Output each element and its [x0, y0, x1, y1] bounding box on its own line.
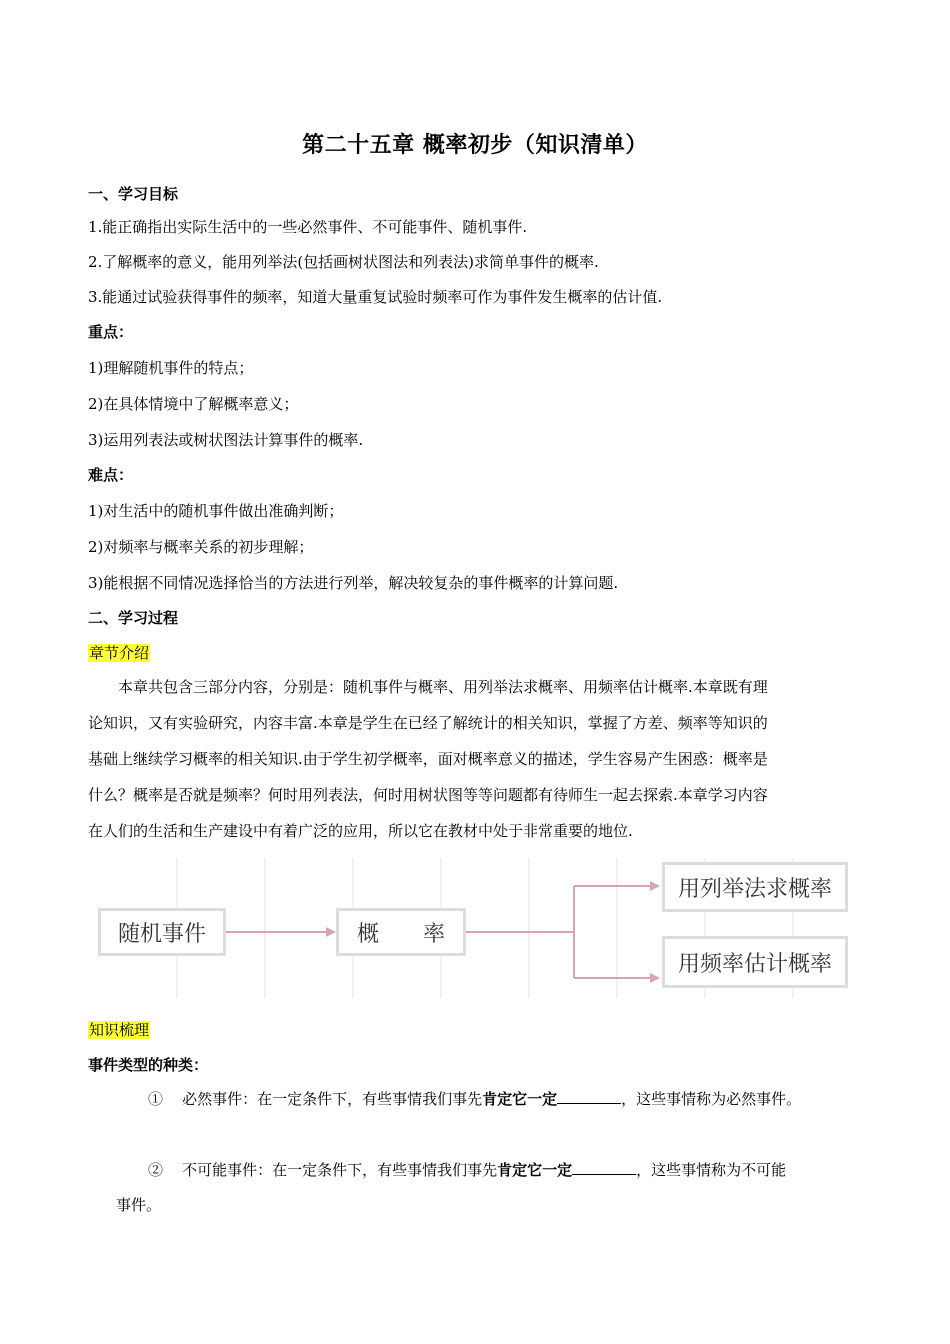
section1-heading: 一、学习目标: [88, 185, 179, 203]
intro-line-4: 什么？概率是否就是频率？何时用列表法，何时用树状图等等问题都有待师生一起去探索.本章学习内容: [88, 786, 768, 804]
event-type-certain: [148, 1089, 801, 1109]
knowledge-label: 知识梳理: [89, 1021, 150, 1039]
key-heading: 重点：: [88, 323, 134, 341]
arrow-3-head: [650, 881, 660, 891]
intro-paragraph: [88, 669, 858, 849]
difficult-point-2: 2)对频率与概率关系的初步理解；: [88, 538, 314, 556]
item2-blank[interactable]: [572, 1160, 636, 1175]
intro-line-1: 本章共包含三部分内容，分别是：随机事件与概率、用列举法求概率、用频率估计概率.本章既有理: [88, 678, 768, 696]
types-heading: 事件类型的种类：: [88, 1056, 209, 1074]
diagram-node-frequency: 用频率估计概率: [662, 936, 848, 988]
goal-2: 2.了解概率的意义，能用列举法(包括画树状图法和列表法)求简单事件的概率.: [88, 253, 599, 271]
item1-text-b: ，这些事情称为必然事件。: [621, 1090, 802, 1108]
diagram-node-random-event: 随机事件: [98, 908, 226, 956]
item1-text-a: 必然事件：在一定条件下，有些事情我们事先: [182, 1090, 483, 1108]
difficult-heading: 难点：: [88, 466, 134, 484]
item1-blank[interactable]: [557, 1089, 621, 1104]
diagram-node-probability: 概 率: [336, 908, 466, 956]
arrow-1-head: [326, 927, 336, 937]
item2-mark: ②: [148, 1161, 164, 1179]
intro-line-5: 在人们的生活和生产建设中有着广泛的应用，所以它在教材中处于非常重要的地位.: [88, 822, 633, 840]
difficult-point-1: 1)对生活中的随机事件做出准确判断；: [88, 502, 344, 520]
knowledge-label-row: [88, 1020, 150, 1040]
item1-mark: ①: [148, 1090, 164, 1108]
item2-text-a: 不可能事件：在一定条件下，有些事情我们事先: [182, 1161, 498, 1179]
diagram-node-enumeration: 用列举法求概率: [662, 862, 848, 912]
intro-label: 章节介绍: [89, 644, 150, 662]
key-point-3: 3)运用列表法或树状图法计算事件的概率.: [88, 431, 364, 449]
intro-line-3: 基础上继续学习概率的相关知识.由于学生初学概率，面对概率意义的描述，学生容易产生困惑：概率是: [88, 750, 768, 768]
goal-3: 3.能通过试验获得事件的频率，知道大量重复试验时频率可作为事件发生概率的估计值.: [88, 288, 663, 306]
intro-label-row: [88, 643, 150, 663]
item1-bold: 肯定它一定: [482, 1090, 558, 1108]
event-type-impossible: [148, 1160, 786, 1180]
arrow-4-head: [650, 973, 660, 983]
chapter-structure-diagram: [90, 858, 860, 998]
item2-text-b: ，这些事情称为不可能: [636, 1161, 787, 1179]
section2-heading: 二、学习过程: [88, 609, 179, 627]
page-title: 第二十五章 概率初步（知识清单）: [302, 133, 648, 158]
item2-continuation: 事件。: [116, 1196, 162, 1214]
intro-line-2: 论知识，又有实验研究，内容丰富.本章是学生在已经了解统计的相关知识，掌握了方差、频率等知识的: [88, 714, 768, 732]
item2-bold: 肯定它一定: [497, 1161, 573, 1179]
key-point-2: 2)在具体情境中了解概率意义；: [88, 395, 299, 413]
difficult-point-3: 3)能根据不同情况选择恰当的方法进行列举，解决较复杂的事件概率的计算问题.: [88, 574, 619, 592]
goal-1: 1.能正确指出实际生活中的一些必然事件、不可能事件、随机事件.: [88, 218, 528, 236]
key-point-1: 1)理解随机事件的特点；: [88, 359, 254, 377]
